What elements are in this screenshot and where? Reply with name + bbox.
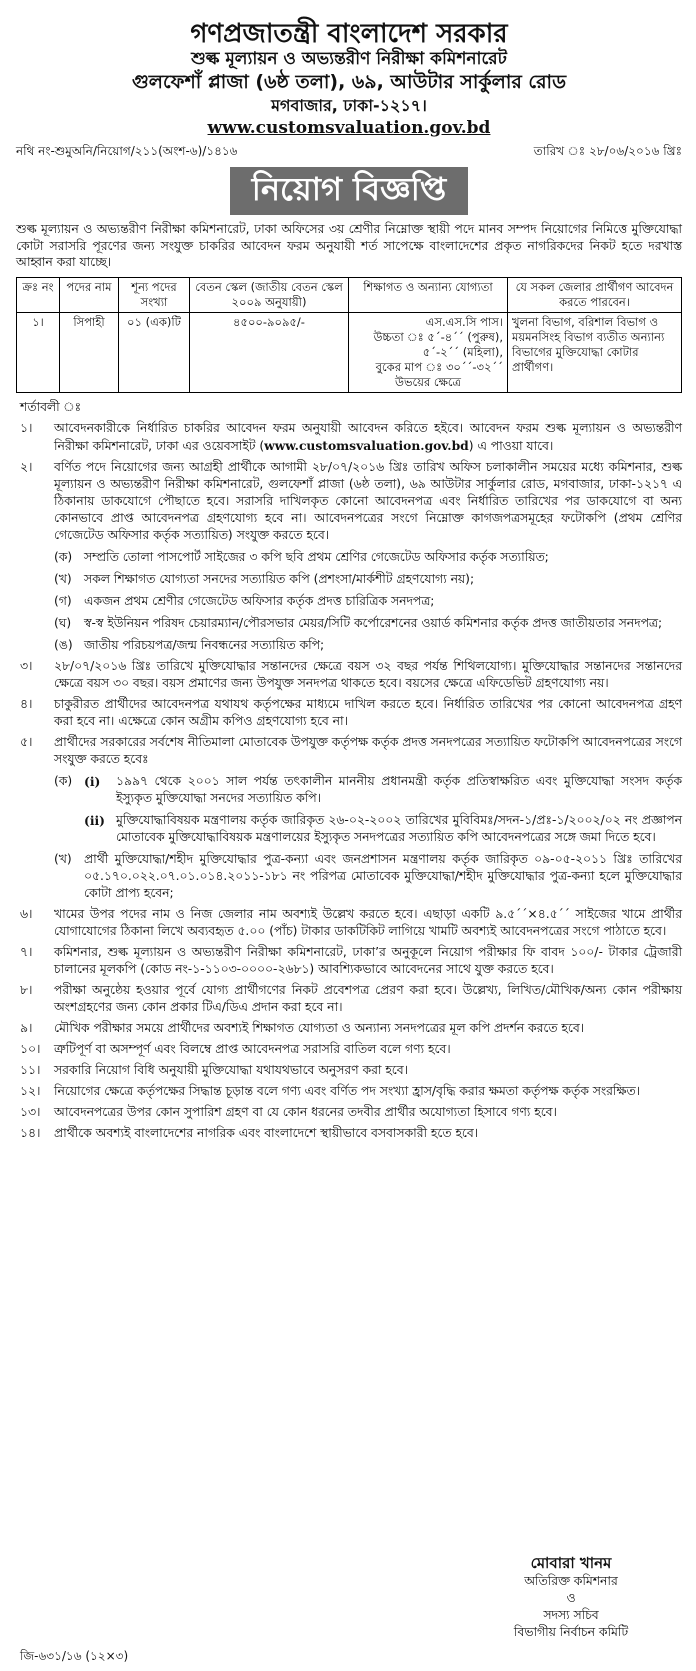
- office-address-line2: মগবাজার, ঢাকা-১২১৭।: [271, 96, 427, 115]
- condition-text: আবেদনপত্রের উপর কোন সুপারিশ গ্রহণ বা যে কোন ধরনের তদবীর প্রার্থীর অযোগ্যতা হিসাবে গণ্য হবে।: [54, 1104, 557, 1119]
- col-districts: যে সকল জেলার প্রার্থীগণ আবেদন করতে পারবেন।: [508, 277, 682, 312]
- footer-code: জি-৬৩১/১৬ (১২×৩): [20, 1649, 129, 1663]
- col-serial: ক্রঃ নং: [17, 277, 60, 312]
- condition-text: খামের উপর পদের নাম ও নিজ জেলার নাম অবশ্যই উল্লেখ করতে হবে। এছাড়া একটি ৯.৫´´×৪.৫´´ সাইজের খামে প্রার্থীর যোগাযোগের ঠিকানা লিখে অব্যবহৃত ৫.০০ (পাঁচ) টাকার ডাকটিকিট লাগিয়ে খামটি অবশ্যই আবেদনপত্রের সংগে পাঠাতে হবে।: [54, 906, 682, 938]
- condition-text: নিয়োগের ক্ষেত্রে কর্তৃপক্ষের সিদ্ধান্ত চূড়ান্ত বলে গণ্য এবং বর্ণিত পদ সংখ্যা হ্রাস/বৃদ্ধি করার ক্ষমতা কর্তৃপক্ষ কর্তৃক সংরক্ষিত।: [54, 1083, 641, 1098]
- banner-wrap: [16, 167, 682, 215]
- sub-label: (ক): [54, 549, 73, 564]
- cell-pay-scale: ৪৫০০-৯০৯৫/-: [190, 312, 349, 392]
- qual-line: এস.এস.সি পাস।: [425, 314, 503, 329]
- sub-item: [54, 851, 682, 902]
- cell-vacancy: ০১ (এক)টি: [119, 312, 190, 392]
- condition-body: [54, 459, 682, 654]
- sub-text: প্রার্থী মুক্তিযোদ্ধা/শহীদ মুক্তিযোদ্ধার পুত্র-কন্যা এবং জনপ্রশাসন মন্ত্রণালয় কর্তৃক জারিকৃত ০৯-০৫-২০১১ খ্রিঃ তারিখের ০৫.১৭০.০২২.০৭.০১.০১৪.২০১১-১৮১ নং পরিপত্র মোতাবেক মুক্তিযোদ্ধা/শহীদ মুক্তিযোদ্ধার পুত্র-কন্যা হলে মুক্তিযোদ্ধার কোটা প্রাপ্য হবেন;: [84, 851, 682, 900]
- sub-label: (ঙ): [54, 637, 73, 652]
- condition-text: প্রার্থীকে অবশ্যই বাংলাদেশের নাগরিক এবং বাংলাদেশে স্থায়ীভাবে বসবাসকারী হতে হবে।: [54, 1125, 479, 1140]
- office-name: শুল্ক মূল্যায়ন ও অভ্যন্তরীণ নিরীক্ষা কমিশনারেট: [191, 49, 507, 69]
- notice-banner: নিয়োগ বিজ্ঞপ্তি: [230, 167, 468, 215]
- condition-body: [54, 734, 682, 902]
- roman-item: [84, 773, 682, 807]
- govt-title: গণপ্রজাতন্ত্রী বাংলাদেশ সরকার: [190, 19, 508, 49]
- sub-item: [54, 593, 682, 610]
- condition-text: প্রার্থীদের সরকারের সর্বশেষ নীতিমালা মোতাবেক উপযুক্ত কর্তৃপক্ষ কর্তৃক প্রদত্ত সনদপত্রের সত্যায়িত ফটোকপি আবেদনপত্রের সংগে সংযুক্ত করতে হবেঃ: [54, 734, 682, 766]
- sub-text: একজন প্রথম শ্রেণীর গেজেটেড অফিসার কর্তৃক প্রদত্ত চারিত্রিক সনদপত্র;: [84, 593, 435, 608]
- office-address-line1: গুলফেশাঁ প্লাজা (৬ষ্ঠ তলা), ৬৯, আউটার সার্কুলার রোড: [131, 71, 567, 93]
- roman-text: মুক্তিযোদ্ধাবিষয়ক মন্ত্রণালয় কর্তৃক জারিকৃত ২৬-০২-২০০২ তারিখের মুবিবিমঃ/সদন-১/প্রঃ-১/২০০২/০২ নং প্রজ্ঞাপন মোতাবেক মুক্তিযোদ্ধাবিষয়ক মন্ত্রণালয়ের ইস্যুকৃত সনদপত্রের সত্যায়িত কপি আবেদনপত্রের সঙ্গে জমা দিতে হবে।: [116, 812, 682, 844]
- condition-item: [16, 982, 682, 1016]
- roman-label: (i): [84, 773, 101, 789]
- condition-number: ৫।: [20, 734, 33, 749]
- vacancy-table: [16, 277, 682, 393]
- condition-item: [16, 1125, 682, 1142]
- condition-text-part: ) এ পাওয়া যাবে।: [468, 438, 554, 453]
- condition-number: ৯।: [20, 1020, 33, 1035]
- sub-text: জাতীয় পরিচয়পত্র/জন্ম নিবন্ধনের সত্যায়িত কপি;: [84, 637, 325, 652]
- condition-number: ৬।: [20, 906, 33, 921]
- roman-item: [84, 812, 682, 846]
- condition-text: ২৮/০৭/২০১৬ খ্রিঃ তারিখে মুক্তিযোদ্ধার সন্তানদের ক্ষেত্রে বয়স ৩২ বছর পর্যন্ত শিথিলযোগ্য। মুক্তিযোদ্ধার সন্তানদের সন্তানদের ক্ষেত্রে বয়স ৩০ বছর। বয়স প্রমাণের জন্য উপযুক্ত সনদপত্র থাকতে হবে। বয়সের ক্ষেত্রে এফিডেভিট গ্রহণযোগ্য নয়।: [54, 658, 682, 690]
- condition-item: [16, 420, 682, 455]
- sub-item: [54, 637, 682, 654]
- condition-number: ১১।: [20, 1062, 41, 1077]
- condition-website[interactable]: www.customsvaluation.gov.bd: [264, 437, 469, 453]
- col-qualification: শিক্ষাগত ও অন্যান্য যোগ্যতা: [349, 277, 508, 312]
- conditions-section: [16, 399, 682, 1142]
- cell-qualification: [349, 312, 508, 392]
- condition-text: [54, 420, 682, 455]
- sub-item: [54, 615, 682, 632]
- conditions-title: শর্তাবলী ঃ: [20, 399, 82, 414]
- notice-date: তারিখ ঃ ২৮/০৬/২০১৬ খ্রিঃ: [533, 144, 682, 158]
- col-vacancy: শূন্য পদের সংখ্যা: [119, 277, 190, 312]
- condition-number: ৭।: [20, 944, 33, 959]
- sub-text: সম্প্রতি তোলা পাসপোর্ট সাইজের ৩ কপি ছবি প্রথম শ্রেণির গেজেটেড অফিসার কর্তৃক সত্যায়িত;: [84, 549, 549, 564]
- sub-text: সকল শিক্ষাগত যোগ্যতা সনদের সত্যায়িত কপি (প্রশংসা/মার্কশীট গ্রহণযোগ্য নয়);: [84, 571, 475, 586]
- condition-text: বর্ণিত পদে নিয়োগের জন্য আগ্রহী প্রার্থীকে আগামী ২৮/০৭/২০১৬ খ্রিঃ তারিখ অফিস চলাকালীন সময়ের মধ্যে কমিশনার, শুল্ক মূল্যায়ন ও অভ্যন্তরীণ নিরীক্ষা কমিশনারেট, গুলফেশাঁ প্লাজা (৬ষ্ঠ তলা), ৬৯ আউটার সার্কুলার রোড, মগবাজার, ঢাকা-১২১৭ এ ঠিকানায় ডাকযোগে পৌছাতে হবে। সরাসরি দাখিলকৃত কোনো আবেদনপত্র এবং নির্ধারিত তারিখের পর ডাকযোগে বা অন্য কোনভাবে প্রাপ্ত আবেদনপত্র গ্রহণযোগ্য হবে না। আবেদনপত্রের সংগে নিম্নোক্ত কাগজপত্রসমূহের ফটোকপি (প্রথম শ্রেণির গেজেটেড অফিসার কর্তৃক সত্যায়িত) সংযুক্ত করতে হবে।: [54, 459, 682, 542]
- condition-number: ১০।: [20, 1041, 41, 1056]
- condition-text: ত্রুটিপূর্ণ বা অসম্পূর্ণ এবং বিলম্বে প্রাপ্ত আবেদনপত্র সরাসরি বাতিল বলে গণ্য হবে।: [54, 1041, 451, 1056]
- condition-number: ১।: [20, 420, 33, 435]
- condition-item: [16, 696, 682, 730]
- file-number: নথি নং-শুমুঅনি/নিয়োগ/২১১(অংশ-৬)/১৪১৬: [16, 144, 238, 158]
- condition-number: ৩।: [20, 658, 33, 673]
- sub-item: [54, 571, 682, 588]
- qual-line: উচ্চতা ঃ ৫´-৪´´ (পুরুষ),: [373, 329, 503, 344]
- condition-text: মৌখিক পরীক্ষার সময়ে প্রার্থীদের অবশ্যই শিক্ষাগত যোগ্যতা ও অন্যান্য সনদপত্রের মূল কপি প্রদর্শন করতে হবে।: [54, 1020, 585, 1035]
- signatory-title: অতিরিক্ত কমিশনার: [524, 1574, 618, 1588]
- roman-text: ১৯৯৭ থেকে ২০০১ সাল পর্যন্ত তৎকালীন মাননীয় প্রধানমন্ত্রী কর্তৃক প্রতিস্বাক্ষরিত এবং মুক্তিযোদ্ধা সংসদ কর্তৃক ইস্যুকৃত মুক্তিযোদ্ধা সনদের সত্যায়িত কপি।: [116, 773, 682, 805]
- col-pay-scale: বেতন স্কেল (জাতীয় বেতন স্কেল ২০০৯ অনুযায়ী): [190, 277, 349, 312]
- condition-number: ৮।: [20, 982, 33, 997]
- roman-label: (ii): [84, 812, 105, 828]
- cell-districts: খুলনা বিভাগ, বরিশাল বিভাগ ও ময়মনসিংহ বিভাগ ব্যতীত অন্যান্য বিভাগের মুক্তিযোদ্ধা কোটার প্রার্থীগণ।: [508, 312, 682, 392]
- website-link[interactable]: www.customsvaluation.gov.bd: [207, 118, 491, 138]
- condition-item: [16, 734, 682, 902]
- qual-line: ৫´-২´´ (মহিলা),: [422, 344, 503, 359]
- condition-number: ৪।: [20, 696, 33, 711]
- sub-label: (গ): [54, 593, 72, 608]
- signatory-name: মোবারা খানম: [530, 1554, 612, 1572]
- sub-text: স্ব-স্ব ইউনিয়ন পরিষদ চেয়ারম্যান/পৌরসভার মেয়র/সিটি কর্পোরেশনের ওয়ার্ড কমিশনার কর্তৃক প্রদত্ত জাতীয়তার সনদপত্র;: [84, 615, 663, 630]
- cell-post: সিপাহী: [60, 312, 119, 392]
- condition-text: কমিশনার, শুল্ক মূল্যায়ন ও অভ্যন্তরীণ নিরীক্ষা কমিশনারেট, ঢাকা’র অনুকূলে নিয়োগ পরীক্ষার ফি বাবদ ১০০/- টাকার ট্রেজারী চালানের মূলকপি (কোড নং-১-১১০৩-০০০০-২৬৮১) আবশ্যিকভাবে আবেদনের সাথে যুক্ত করতে হবে।: [54, 944, 682, 976]
- condition-item: [16, 944, 682, 978]
- intro-paragraph: শুল্ক মূল্যায়ন ও অভ্যন্তরীণ নিরীক্ষা কমিশনারেট, ঢাকা অফিসের ৩য় শ্রেণীর নিম্নোক্ত স্থায়ী পদে মানব সম্পদ নিয়োগের নিমিত্তে মুক্তিযোদ্ধা কোটা সরাসরি পূরণের জন্য সংযুক্ত চাকরির আবেদন ফরম অনুযায়ী শর্ত সাপেক্ষে বাংলাদেশের প্রকৃত নাগরিকদের নিকট হতে দরখাস্ত আহ্বান করা যাচ্ছে।: [16, 222, 682, 269]
- condition-item: [16, 1062, 682, 1079]
- sub-label: (ক): [54, 773, 73, 788]
- condition-text: সরকারি নিয়োগ বিধি অনুযায়ী মুক্তিযোদ্ধা যথাযথভাবে অনুসরণ করা হবে।: [54, 1062, 408, 1077]
- condition-item: [16, 1041, 682, 1058]
- condition-item: [16, 1104, 682, 1121]
- condition-item: [16, 1083, 682, 1100]
- sub-item: [54, 549, 682, 566]
- letterhead: [16, 20, 682, 139]
- condition-item: [16, 459, 682, 654]
- condition-number: ২।: [20, 459, 33, 474]
- qual-line: উভয়ের ক্ষেত্রে: [395, 374, 461, 389]
- signatory-title: সদস্য সচিব: [543, 1608, 599, 1622]
- sub-label: (খ): [54, 851, 72, 866]
- condition-item: [16, 1020, 682, 1037]
- table-header-row: [17, 277, 682, 312]
- col-post: পদের নাম: [60, 277, 119, 312]
- condition-text: পরীক্ষা অনুষ্ঠেয় হওয়ার পূর্বে যোগ্য প্রার্থীগণের নিকট প্রবেশপত্র প্রেরণ করা হবে। উল্লেখ্য, লিখিত/মৌখিক/অন্য কোন পরীক্ষায় অংশগ্রহণের জন্য কোন প্রকার টিএ/ডিএ প্রদান করা হবে না।: [54, 982, 682, 1014]
- condition-item: [16, 906, 682, 940]
- cell-serial: ১।: [17, 312, 60, 392]
- signature-block: [486, 1553, 656, 1641]
- signatory-committee: বিভাগীয় নির্বাচন কমিটি: [513, 1625, 629, 1639]
- sub-body: [84, 773, 682, 846]
- signatory-conjunction: ও: [566, 1591, 576, 1605]
- condition-item: [16, 658, 682, 692]
- sub-label: (খ): [54, 571, 72, 586]
- condition-text: চাকুরীরত প্রার্থীদের আবেদনপত্র যথাযথ কর্তৃপক্ষের মাধ্যমে দাখিল করতে হবে। নির্ধারিত তারিখের পর কোনো আবেদনপত্র গ্রহণ করা হবে না। এক্ষেত্রে কোন অগ্রীম কপিও গ্রহণযোগ্য হবে না।: [54, 696, 682, 728]
- condition-number: ১২।: [20, 1083, 41, 1098]
- sub-label: (ঘ): [54, 615, 72, 630]
- condition-number: ১৩।: [20, 1104, 41, 1119]
- condition-number: ১৪।: [20, 1125, 41, 1140]
- qual-line: বুকের মাপ ঃ ৩০´´-৩২´´: [375, 359, 503, 374]
- table-row: [17, 312, 682, 392]
- condition-text-part: আবেদনকারীকে নির্ধারিত চাকরির আবেদন ফরম অনুযায়ী আবেদন করিতে হইবে। আবেদন ফরম শুল্ক মূল্যায়ন ও অভ্যন্তরীণ নিরীক্ষা কমিশনারেট, ঢাকা এর ওয়েবসাইট (: [54, 420, 682, 453]
- sub-item: [54, 773, 682, 846]
- reference-row: [16, 143, 682, 159]
